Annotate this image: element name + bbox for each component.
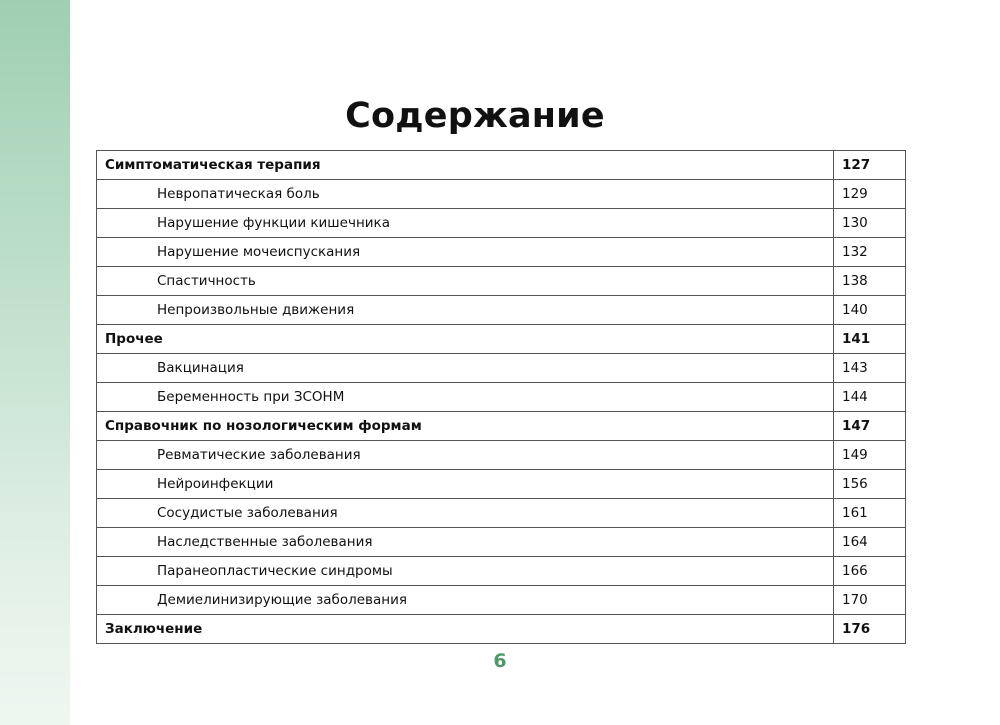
toc-entry-page: 166 xyxy=(834,557,906,586)
toc-entry-title: Паранеопластические синдромы xyxy=(97,557,834,586)
toc-entry-page: 156 xyxy=(834,470,906,499)
toc-entry-title: Спастичность xyxy=(97,267,834,296)
toc-entry-title: Заключение xyxy=(97,615,834,644)
toc-entry-row xyxy=(97,528,906,557)
toc-entry-page: 129 xyxy=(834,180,906,209)
page-title: Содержание xyxy=(345,96,605,136)
toc-entry-page: 132 xyxy=(834,238,906,267)
toc-entry-row xyxy=(97,296,906,325)
toc-entry-page: 141 xyxy=(834,325,906,354)
toc-entry-page: 164 xyxy=(834,528,906,557)
toc-section-row xyxy=(97,615,906,644)
toc-entry-row xyxy=(97,470,906,499)
page-number: 6 xyxy=(493,650,507,672)
toc-entry-title: Ревматические заболевания xyxy=(97,441,834,470)
toc-entry-title: Беременность при ЗСОНМ xyxy=(97,383,834,412)
toc-entry-title: Вакцинация xyxy=(97,354,834,383)
toc-section-row xyxy=(97,412,906,441)
toc-entry-title: Прочее xyxy=(97,325,834,354)
toc-entry-title: Симптоматическая терапия xyxy=(97,151,834,180)
toc-section-row xyxy=(97,325,906,354)
toc-entry-page: 127 xyxy=(834,151,906,180)
toc-entry-page: 161 xyxy=(834,499,906,528)
toc-entry-row xyxy=(97,499,906,528)
toc-entry-title: Справочник по нозологическим формам xyxy=(97,412,834,441)
toc-entry-page: 130 xyxy=(834,209,906,238)
toc-entry-title: Наследственные заболевания xyxy=(97,528,834,557)
toc-entry-page: 138 xyxy=(834,267,906,296)
toc-body xyxy=(97,151,906,644)
toc-entry-row xyxy=(97,209,906,238)
toc-entry-row xyxy=(97,180,906,209)
toc-entry-page: 149 xyxy=(834,441,906,470)
toc-entry-row xyxy=(97,267,906,296)
toc-entry-title: Сосудистые заболевания xyxy=(97,499,834,528)
toc-entry-row xyxy=(97,557,906,586)
toc-entry-title: Непроизвольные движения xyxy=(97,296,834,325)
toc-entry-page: 144 xyxy=(834,383,906,412)
toc-entry-page: 147 xyxy=(834,412,906,441)
toc-entry-row xyxy=(97,441,906,470)
toc-entry-title: Демиелинизирующие заболевания xyxy=(97,586,834,615)
toc-entry-page: 176 xyxy=(834,615,906,644)
toc-entry-title: Нарушение мочеиспускания xyxy=(97,238,834,267)
toc-entry-row xyxy=(97,586,906,615)
toc-entry-title: Невропатическая боль xyxy=(97,180,834,209)
table-of-contents xyxy=(96,150,906,644)
toc-entry-page: 140 xyxy=(834,296,906,325)
toc-entry-page: 170 xyxy=(834,586,906,615)
toc-entry-row xyxy=(97,354,906,383)
toc-section-row xyxy=(97,151,906,180)
toc-entry-row xyxy=(97,383,906,412)
toc-entry-page: 143 xyxy=(834,354,906,383)
toc-entry-title: Нарушение функции кишечника xyxy=(97,209,834,238)
toc-entry-row xyxy=(97,238,906,267)
toc-entry-title: Нейроинфекции xyxy=(97,470,834,499)
